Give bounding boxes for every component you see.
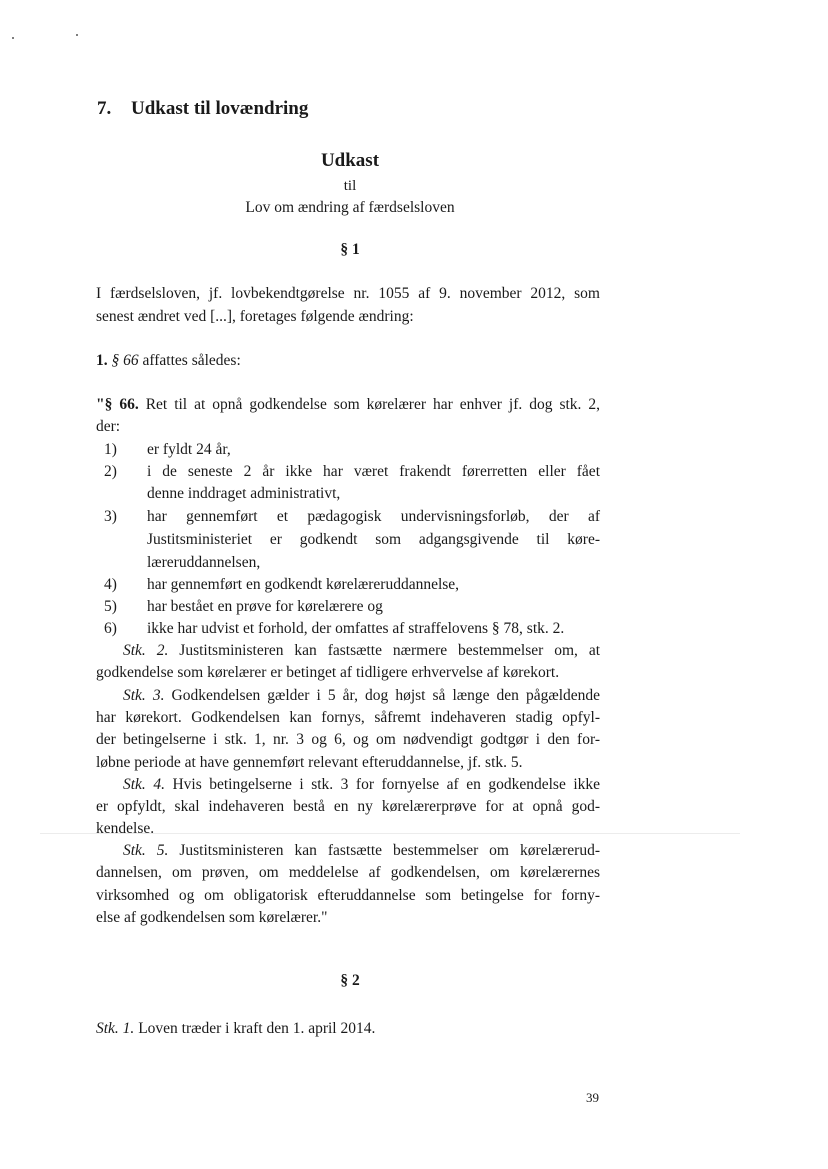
scan-dot (76, 34, 78, 36)
stk3-line: har kørekort. Godkendelsen kan fornys, såfremt indehaveren stadig opfyl- (96, 709, 600, 726)
stk5-line: dannelsen, om prøven, om meddelelse af godkendelsen, om kørelærernes (96, 864, 600, 881)
stk5-line: else af godkendelsen som kørelærer." (96, 909, 328, 926)
stk3-line: Stk. 3. Godkendelsen gælder i 5 år, dog højst så længe den pågældende (123, 687, 601, 704)
list-item-continuation: denne inddraget administrativt, (147, 485, 341, 502)
change-text: affattes således: (138, 352, 241, 369)
list-item-continuation: læreruddannelsen, (147, 554, 261, 571)
stk5-line: virksomhed og om obligatorisk efteruddannelse som betingelse for forny- (96, 887, 600, 904)
intro-line: senest ændret ved [...], foretages følgende ændring: (96, 308, 414, 325)
change-ref: § 66 (111, 352, 139, 369)
stk4-line: kendelse. (96, 820, 155, 837)
stk4-line: er opfyldt, skal indehaveren bestå en ny kørelærerprøve for at opnå god- (96, 798, 600, 815)
stk3-line: der betingelserne i stk. 1, nr. 3 og 6, og om nødvendigt godtgør i den for- (96, 731, 600, 748)
draft-title: Udkast (320, 150, 380, 171)
stk5-line: Stk. 5. Justitsministeren kan fastsætte bestemmelser om kørelærerud- (123, 842, 600, 859)
section2-line: Stk. 1. Loven træder i kraft den 1. april 2014. (96, 1020, 376, 1037)
para66-line: "§ 66. Ret til at opnå godkendelse som kørelærer har enhver jf. dog stk. 2, (96, 396, 601, 413)
stk4-label: Stk. 4. (123, 776, 165, 793)
stk2-line: Stk. 2. Justitsministeren kan fastsætte nærmere bestemmelser om, at (123, 642, 600, 659)
stk3-line: løbne periode at have gennemført relevant efteruddannelse, jf. stk. 5. (96, 754, 523, 771)
para66-line: der: (96, 418, 121, 435)
scan-dot (12, 37, 14, 39)
stk5-label: Stk. 5. (123, 842, 169, 859)
stk4-line: Stk. 4. Hvis betingelserne i stk. 3 for fornyelse af en godkendelse ikke (123, 776, 601, 793)
intro-line: I færdselsloven, jf. lovbekendtgørelse nr. 1055 af 9. november 2012, som (96, 285, 600, 302)
change-number: 1. (96, 352, 108, 369)
paragraph-1-label: § 1 (340, 241, 360, 258)
section-title: Udkast til lovændring (131, 98, 309, 119)
stk2-line: godkendelse som kørelærer er betinget af tidligere erhvervelse af kørekort. (96, 664, 560, 681)
list-item-continuation: Justitsministeriet er godkendt som adgangsgivende til køre- (147, 531, 600, 548)
para66-label: "§ 66. (96, 396, 139, 413)
section2-stk-label: Stk. 1. (96, 1020, 135, 1037)
stk3-label: Stk. 3. (123, 687, 165, 704)
paragraph-2-label: § 2 (340, 972, 360, 989)
page-number: 39 (586, 1090, 599, 1105)
section-heading (97, 98, 308, 120)
draft-subtitle: Lov om ændring af færdselsloven (245, 199, 455, 216)
section-number: 7. (97, 98, 112, 119)
stk2-label: Stk. 2. (123, 642, 169, 659)
draft-til: til (343, 178, 357, 194)
change-line (96, 352, 600, 370)
